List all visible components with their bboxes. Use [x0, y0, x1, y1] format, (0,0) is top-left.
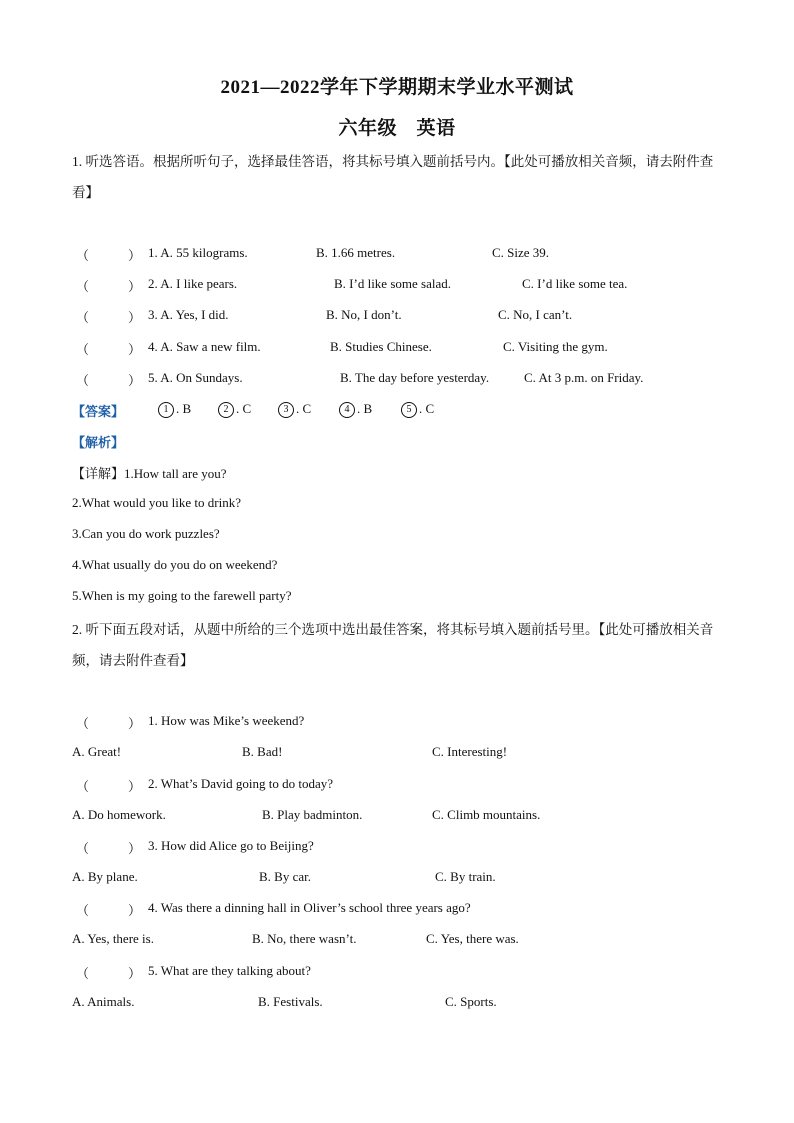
option-c: C. Interesting!: [432, 744, 508, 759]
option-a: 3. A. Yes, I did.: [148, 307, 229, 322]
answer-bracket: （ ）: [76, 966, 142, 981]
option-b: B. The day before yesterday.: [340, 370, 490, 385]
option-b: B. I’d like some salad.: [334, 276, 451, 291]
circled-number: 2: [218, 402, 234, 418]
answer-bracket: （ ）: [76, 779, 142, 794]
option-c: C. By train.: [435, 869, 496, 884]
answer-value: . C: [419, 401, 435, 416]
question-text: 4. Was there a dinning hall in Oliver’s school three years ago?: [148, 900, 471, 915]
option-a: 2. A. I like pears.: [148, 276, 238, 291]
answer-label: 【答案】: [72, 404, 125, 419]
answer-bracket: （ ）: [76, 248, 142, 263]
answer-bracket: （ ）: [76, 342, 142, 357]
analysis-label: 【解析】: [72, 435, 125, 450]
answer-bracket: （ ）: [76, 279, 142, 294]
detail-text: 1.How tall are you?: [124, 466, 227, 481]
answer-bracket: （ ）: [76, 716, 142, 731]
answer-value: . C: [236, 401, 252, 416]
question-text: 3. How did Alice go to Beijing?: [148, 838, 314, 853]
option-c: C. Size 39.: [492, 245, 550, 260]
answer-value: . B: [357, 401, 373, 416]
option-a: A. By plane.: [72, 869, 138, 884]
question-text: 1. How was Mike’s weekend?: [148, 713, 305, 728]
page-title: 2021—2022学年下学期期末学业水平测试: [220, 77, 574, 98]
option-c: C. Climb mountains.: [432, 807, 541, 822]
question-text: 2. What’s David going to do today?: [148, 776, 333, 791]
circled-number: 1: [158, 402, 174, 418]
detail-line: 3.Can you do work puzzles?: [72, 526, 220, 541]
answer-item: [278, 401, 311, 418]
circled-number: 4: [339, 402, 355, 418]
option-a: 5. A. On Sundays.: [148, 370, 243, 385]
detail-line: 5.When is my going to the farewell party?: [72, 588, 292, 603]
option-c: C. Visiting the gym.: [503, 339, 608, 354]
option-a: 1. A. 55 kilograms.: [148, 245, 248, 260]
question-text: 5. What are they talking about?: [148, 963, 311, 978]
option-b: B. No, I don’t.: [326, 307, 402, 322]
detail-line: [72, 463, 227, 482]
circled-number: 3: [278, 402, 294, 418]
answer-row: [72, 401, 435, 420]
detail-line: 2.What would you like to drink?: [72, 495, 241, 510]
answer-bracket: （ ）: [76, 373, 142, 388]
section2-instruction: 2. 听下面五段对话，从题中所给的三个选项中选出最佳答案，将其标号填入题前括号里。【此处可播放相关音频，请去附件查看】: [72, 622, 714, 668]
option-a: A. Animals.: [72, 994, 135, 1009]
option-b: B. Bad!: [242, 744, 283, 759]
answer-item: [339, 401, 372, 418]
option-b: B. By car.: [259, 869, 311, 884]
page-subtitle: 六年级 英语: [338, 118, 456, 139]
option-a: A. Yes, there is.: [72, 931, 154, 946]
answer-item: [158, 401, 191, 418]
section1-instruction: 1. 听选答语。根据所听句子，选择最佳答语，将其标号填入题前括号内。【此处可播放相关音频，请去附件查看】: [72, 154, 714, 200]
option-b: B. Play badminton.: [262, 807, 363, 822]
answer-bracket: （ ）: [76, 841, 142, 856]
option-b: B. No, there wasn’t.: [252, 931, 357, 946]
answer-bracket: （ ）: [76, 310, 142, 325]
option-b: B. Studies Chinese.: [330, 339, 432, 354]
option-a: A. Do homework.: [72, 807, 166, 822]
answer-bracket: （ ）: [76, 903, 142, 918]
answer-value: . C: [296, 401, 312, 416]
option-a: 4. A. Saw a new film.: [148, 339, 261, 354]
option-b: B. 1.66 metres.: [316, 245, 396, 260]
detail-line: 4.What usually do you do on weekend?: [72, 557, 278, 572]
answer-value: . B: [176, 401, 192, 416]
option-c: C. I’d like some tea.: [522, 276, 628, 291]
option-b: B. Festivals.: [258, 994, 323, 1009]
answer-item: [401, 401, 434, 418]
detail-label: 【详解】: [72, 466, 125, 481]
option-c: C. No, I can’t.: [498, 307, 573, 322]
answer-item: [218, 401, 251, 418]
option-a: A. Great!: [72, 744, 122, 759]
option-c: C. At 3 p.m. on Friday.: [524, 370, 644, 385]
option-c: C. Yes, there was.: [426, 931, 519, 946]
circled-number: 5: [401, 402, 417, 418]
option-c: C. Sports.: [445, 994, 497, 1009]
